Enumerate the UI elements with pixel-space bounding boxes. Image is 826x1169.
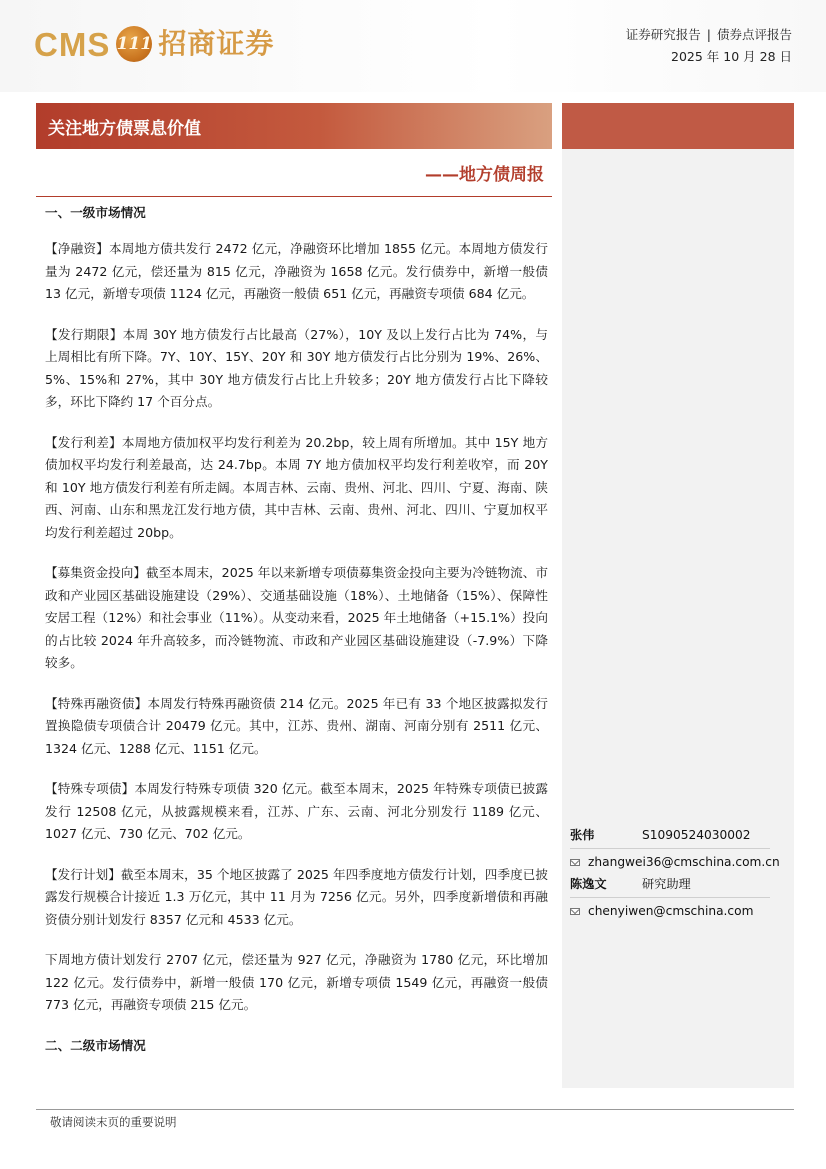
title-bar [36,103,552,149]
paragraph-special-refinancing: 【特殊再融资债】本周发行特殊再融资债 214 亿元。2025 年已有 33 个地区披露拟发行置换隐债专项债合计 20479 亿元。其中，江苏、贵州、湖南、河南分别有 2511 亿元、1324 亿元、1288 亿元、1151 亿元。 [45,695,548,756]
logo-chinese-text: 招商证券 [158,27,275,60]
mail-icon [570,859,580,866]
mail-icon [570,908,580,915]
paragraph-issuance-spread: 【发行利差】本周地方债加权平均发行利差为 20.2bp，较上周有所增加。其中 15Y 地方债加权平均发行利差最高，达 24.7bp。本周 7Y 地方债加权平均发行利差收窄，而 20Y 和 10Y 地方债发行利差有所走阔。本周吉林、云南、贵州、河北、四川、宁夏、海南、陕西、河南、山东和黑龙江发行地方债，其中吉林、云南、贵州、河北、四川、宁夏加权平均发行利差超过 20bp。 [45,434,548,540]
logo-cms-text: CMS [34,25,111,63]
analyst-1-id: S1090524030002 [642,827,751,842]
paragraph-issuance-plan: 【发行计划】截至本周末，35 个地区披露了 2025 年四季度地方债发行计划，四季度已披露发行规模合计接近 1.3 万亿元，其中 11 月为 7256 亿元。另外，四季度新增债和再融资债分别计划发行 8357 亿元和 4533 亿元。 [45,866,548,927]
analyst-2-row [570,873,785,895]
report-subtitle: ——地方债周报 [425,165,544,185]
sidebar-header-bar [562,103,794,149]
analyst-info [570,824,785,922]
report-type: 证券研究报告 [625,27,701,42]
analyst-1-row [570,824,785,846]
analyst-1-name: 张伟 [570,827,595,842]
paragraph-fund-use: 【募集资金投向】截至本周末，2025 年以来新增专项债募集资金投向主要为冷链物流、市政和产业园区基础设施建设（29%）、交通基础设施（18%）、土地储备（15%）、保障性安居工程（12%）和社会事业（11%）。从变动来看，2025 年土地储备（+15.1%）投向的占比较 2024 年升高较多，而冷链物流、市政和产业园区基础设施建设（-7.9%）下降较多。 [45,565,548,670]
section-heading-primary-market: 一、一级市场情况 [45,205,146,220]
analyst-divider [570,848,770,849]
paragraph-next-week: 下周地方债计划发行 2707 亿元，偿还量为 927 亿元，净融资为 1780 亿元，环比增加 122 亿元。发行债券中，新增一般债 170 亿元，新增专项债 1549 亿元，再融资一般债 773 亿元，再融资专项债 215 亿元。 [45,952,548,1012]
paragraph-special-project-bond: 【特殊专项债】本周发行特殊专项债 320 亿元。截至本周末，2025 年特殊专项债已披露发行 12508 亿元，从披露规模来看，江苏、广东、云南、河北分别发行 1189 亿元、1027 亿元、730 亿元、702 亿元。 [45,781,548,841]
analyst-1-email[interactable]: zhangwei36@cmschina.com.cn [588,854,780,869]
analyst-divider [570,897,770,898]
report-date: 2025 年 10 月 28 日 [671,49,792,64]
report-category: 债券点评报告 [716,27,792,42]
report-type-line [626,24,792,46]
section-heading-secondary-market: 二、二级市场情况 [45,1037,146,1053]
analyst-2-name: 陈逸文 [570,876,607,891]
paragraph-issuance-term: 【发行期限】本周 30Y 地方债发行占比最高（27%），10Y 及以上发行占比为 74%，与上周相比有所下降。7Y、10Y、15Y、20Y 和 30Y 地方债发行占比分别为 19%、26%、5%、15%和 27%，其中 30Y 地方债发行占比上升较多；20Y 地方债发行占比下降较多，环比下降约 17 个百分点。 [45,326,548,409]
analyst-2-email-row[interactable] [570,900,785,922]
paragraph-net-financing: 【净融资】本周地方债共发行 2472 亿元，净融资环比增加 1855 亿元。本周地方债发行量为 2472 亿元，偿还量为 815 亿元，净融资为 1658 亿元。发行债券中，新增一般债 13 亿元，新增专项债 1124 亿元，再融资一般债 651 亿元，再融资专项债 684 亿元。 [45,241,548,301]
report-title: 关注地方债票息价值 [48,118,201,139]
report-meta [626,24,792,68]
analyst-2-role: 研究助理 [642,876,691,891]
logo-seal-icon: 111 [116,26,152,62]
company-logo [34,22,274,66]
meta-separator: | [706,27,711,42]
sidebar-panel [562,149,794,1088]
analyst-1-email-row[interactable] [570,851,785,873]
main-content [45,196,548,1071]
footer-divider [36,1109,794,1110]
footer-disclaimer: 敬请阅读末页的重要说明 [50,1115,177,1129]
analyst-2-email[interactable]: chenyiwen@cmschina.com [588,903,754,918]
